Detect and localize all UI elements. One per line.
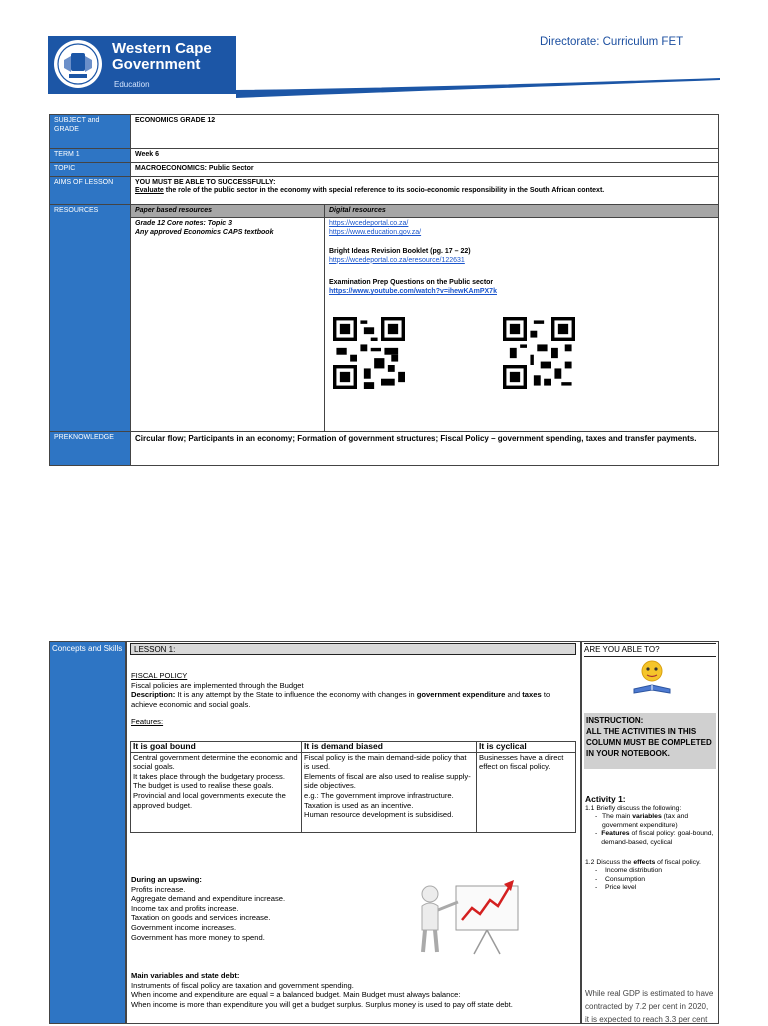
description-text-c: and xyxy=(505,690,523,700)
instruction-line: IN YOUR NOTEBOOK. xyxy=(586,749,670,758)
features-label: Features: xyxy=(131,717,164,727)
instruction-box xyxy=(584,713,716,769)
digital-resources-cell xyxy=(325,218,719,432)
question-1-item-text xyxy=(601,830,717,847)
subject-value: ECONOMICS GRADE 12 xyxy=(131,115,719,149)
q2-a: 1.2 Discuss the xyxy=(585,859,634,867)
question-2-item-text: Income distribution xyxy=(605,867,663,875)
q1-item2-b: of fiscal policy: goal-bound, demand-based, cyclical xyxy=(601,830,714,846)
qr-code-icon xyxy=(503,317,575,389)
link-education-gov[interactable]: https://www.education.gov.za/ xyxy=(329,229,422,236)
are-you-able-title: ARE YOU ABLE TO? xyxy=(584,643,716,657)
exam-prep-title: Examination Prep Questions on the Public sector xyxy=(329,279,494,287)
q1-item1-b: variables xyxy=(632,813,662,821)
feature-cyclical-body xyxy=(477,752,576,832)
paper-resource-2: Any approved Economics CAPS textbook xyxy=(135,229,274,236)
question-2-item: - Income distribution xyxy=(595,867,663,875)
resources-label: RESOURCES xyxy=(50,204,131,432)
description-paragraph xyxy=(131,690,576,709)
upswing-item: Aggregate demand and expenditure increase. xyxy=(131,894,286,904)
upswing-item: Taxation on goods and services increase. xyxy=(131,913,271,923)
aims-value xyxy=(131,176,719,204)
q1-item1-a: The main xyxy=(602,813,633,821)
feature-text: Central government determine the economic and social goals. xyxy=(133,752,298,772)
upswing-item: Income tax and profits increase. xyxy=(131,903,239,913)
preknowledge-label: PREKNOWLEDGE xyxy=(50,432,131,466)
topic-value: MACROECONOMICS: Public Sector xyxy=(131,162,719,176)
aims-label: AIMS OF LESSON xyxy=(50,176,131,204)
question-2-item-text: Consumption xyxy=(605,875,646,883)
question-1-item: - Features of fiscal policy: goal-bound, demand-based, cyclical xyxy=(585,830,717,847)
feature-goal-bound-body xyxy=(131,752,302,832)
header-swoosh xyxy=(236,78,720,98)
question-1-item-text xyxy=(602,813,717,830)
question-2-item: - Consumption xyxy=(595,875,646,883)
link-wcedeportal[interactable]: https://wcedeportal.co.za/ xyxy=(329,220,409,228)
activity-question-1: 1.1 Briefly discuss the following: xyxy=(585,805,682,812)
feature-text: Human resource development is subsidised. xyxy=(304,810,454,820)
aims-line2 xyxy=(135,187,714,196)
main-variables-section xyxy=(131,971,576,1009)
description-text-b: government expenditure xyxy=(416,690,506,700)
feature-cyclical-head: It is cyclical xyxy=(477,742,576,753)
concepts-skills-label: Concepts and Skills xyxy=(52,644,123,653)
main-variables-item: When income and expenditure are equal = a balanced budget. Main Budget must always balance: xyxy=(131,990,461,1000)
aims-rest: the role of the public sector in the economy with special reference to its socio-economic responsibility in the South African context. xyxy=(163,187,605,195)
feature-text: Fiscal policy is the main demand-side policy that is used. xyxy=(304,752,467,772)
coat-of-arms-logo xyxy=(52,38,104,90)
feature-demand-biased-body xyxy=(302,752,477,832)
preknowledge-value: Circular flow; Participants in an economy; Formation of government structures; Fiscal Policy – government spending, taxes and transfer payments. xyxy=(131,432,719,466)
description-label: Description: xyxy=(131,690,176,700)
feature-demand-biased-head: It is demand biased xyxy=(302,742,477,753)
gdp-line: While real GDP is estimated to have xyxy=(585,989,714,998)
feature-text: The budget is used to realise these goals. xyxy=(133,781,274,791)
upswing-item: Government has more money to spend. xyxy=(131,932,265,942)
lesson-title: LESSON 1: xyxy=(130,643,576,655)
link-eresource[interactable]: https://wcedeportal.co.za/eresource/122631 xyxy=(329,256,465,264)
upswing-heading: During an upswing: xyxy=(131,875,202,884)
logo-text-line1: Western Cape xyxy=(112,40,212,57)
aims-verb: Evaluate xyxy=(135,187,164,195)
paper-resources-header: Paper based resources xyxy=(131,204,325,218)
instruction-line: COLUMN MUST BE COMPLETED xyxy=(586,738,712,747)
booklet-title: Bright Ideas Revision Booklet (pg. 17 – 22) xyxy=(329,247,471,255)
fiscal-policy-heading: FISCAL POLICY xyxy=(131,671,188,680)
feature-text: Elements of fiscal are also used to realise supply-side objectives. xyxy=(304,771,471,791)
paper-resources-cell xyxy=(131,218,325,432)
feature-goal-bound-head: It is goal bound xyxy=(131,742,302,753)
features-table xyxy=(130,741,576,833)
description-text-d: taxes xyxy=(522,690,542,700)
link-youtube[interactable]: https://www.youtube.com/watch?v=ihewKAmPX7k xyxy=(329,288,497,295)
topic-label: TOPIC xyxy=(50,162,131,176)
gdp-line: contracted by 7.2 per cent in 2020, xyxy=(585,1002,709,1011)
description-text-e: to achieve economic and social goals. xyxy=(131,690,551,709)
logo-text-line3: Education xyxy=(114,80,150,89)
main-variables-heading: Main variables and state debt: xyxy=(131,971,240,980)
feature-text: It takes place through the budgetary process. xyxy=(133,771,285,781)
aims-line1: YOU MUST BE ABLE TO SUCCESSFULLY: xyxy=(135,178,276,186)
activity-title: Activity 1: xyxy=(585,794,626,804)
question-2-item: - Price level xyxy=(595,884,637,892)
feature-text: e.g.: The government improve infrastructure. xyxy=(304,790,454,800)
feature-text: Businesses have a direct effect on fiscal policy. xyxy=(479,752,564,772)
activity-question-2 xyxy=(585,859,717,867)
thinking-emoji-book-icon xyxy=(632,659,672,697)
presenter-growth-chart-icon xyxy=(408,872,528,956)
activity-1 xyxy=(585,794,717,893)
fiscal-policy-intro xyxy=(131,671,576,727)
question-2-item-text: Price level xyxy=(605,884,637,892)
q1-item2-a: Features xyxy=(601,830,630,838)
feature-text: Taxation is used as an incentive. xyxy=(304,800,414,810)
directorate-title: Directorate: Curriculum FET xyxy=(540,36,684,48)
feature-text: Provincial and local governments execute the approved budget. xyxy=(133,790,286,810)
q2-c: of fiscal policy. xyxy=(655,859,701,867)
upswing-section xyxy=(131,875,411,942)
digital-resources-header: Digital resources xyxy=(325,204,719,218)
gdp-line: it is expected to reach 3.3 per cent xyxy=(585,1015,708,1024)
paper-resource-1: Grade 12 Core notes: Topic 3 xyxy=(135,220,232,228)
concepts-skills-column xyxy=(49,641,126,1024)
instruction-line: INSTRUCTION: xyxy=(586,716,644,725)
main-variables-item: When income is more than expenditure you will get a budget surplus. Surplus money is used to pay off state debt. xyxy=(131,999,513,1009)
upswing-item: Government income increases. xyxy=(131,922,237,932)
term-value: Week 6 xyxy=(131,149,719,163)
subject-label: SUBJECT and GRADE xyxy=(50,115,131,149)
qr-code-icon xyxy=(333,317,405,389)
gdp-note xyxy=(585,987,717,1026)
question-1-item: - The main variables (tax and government expenditure) xyxy=(585,813,717,830)
q2-b: effects xyxy=(633,859,656,867)
upswing-item: Profits increase. xyxy=(131,884,186,894)
intro-line: Fiscal policies are implemented through the Budget xyxy=(131,680,304,690)
main-variables-item: Instruments of fiscal policy are taxation and government spending. xyxy=(131,980,354,990)
lesson-info-table xyxy=(49,114,719,466)
instruction-line: ALL THE ACTIVITIES IN THIS xyxy=(586,727,697,736)
logo-text-line2: Government xyxy=(112,56,201,73)
description-text-a: It is any attempt by the State to influence the economy with changes in xyxy=(175,690,417,700)
q1-item1-c: (tax and government expenditure) xyxy=(602,813,689,829)
term-label: TERM 1 xyxy=(50,149,131,163)
